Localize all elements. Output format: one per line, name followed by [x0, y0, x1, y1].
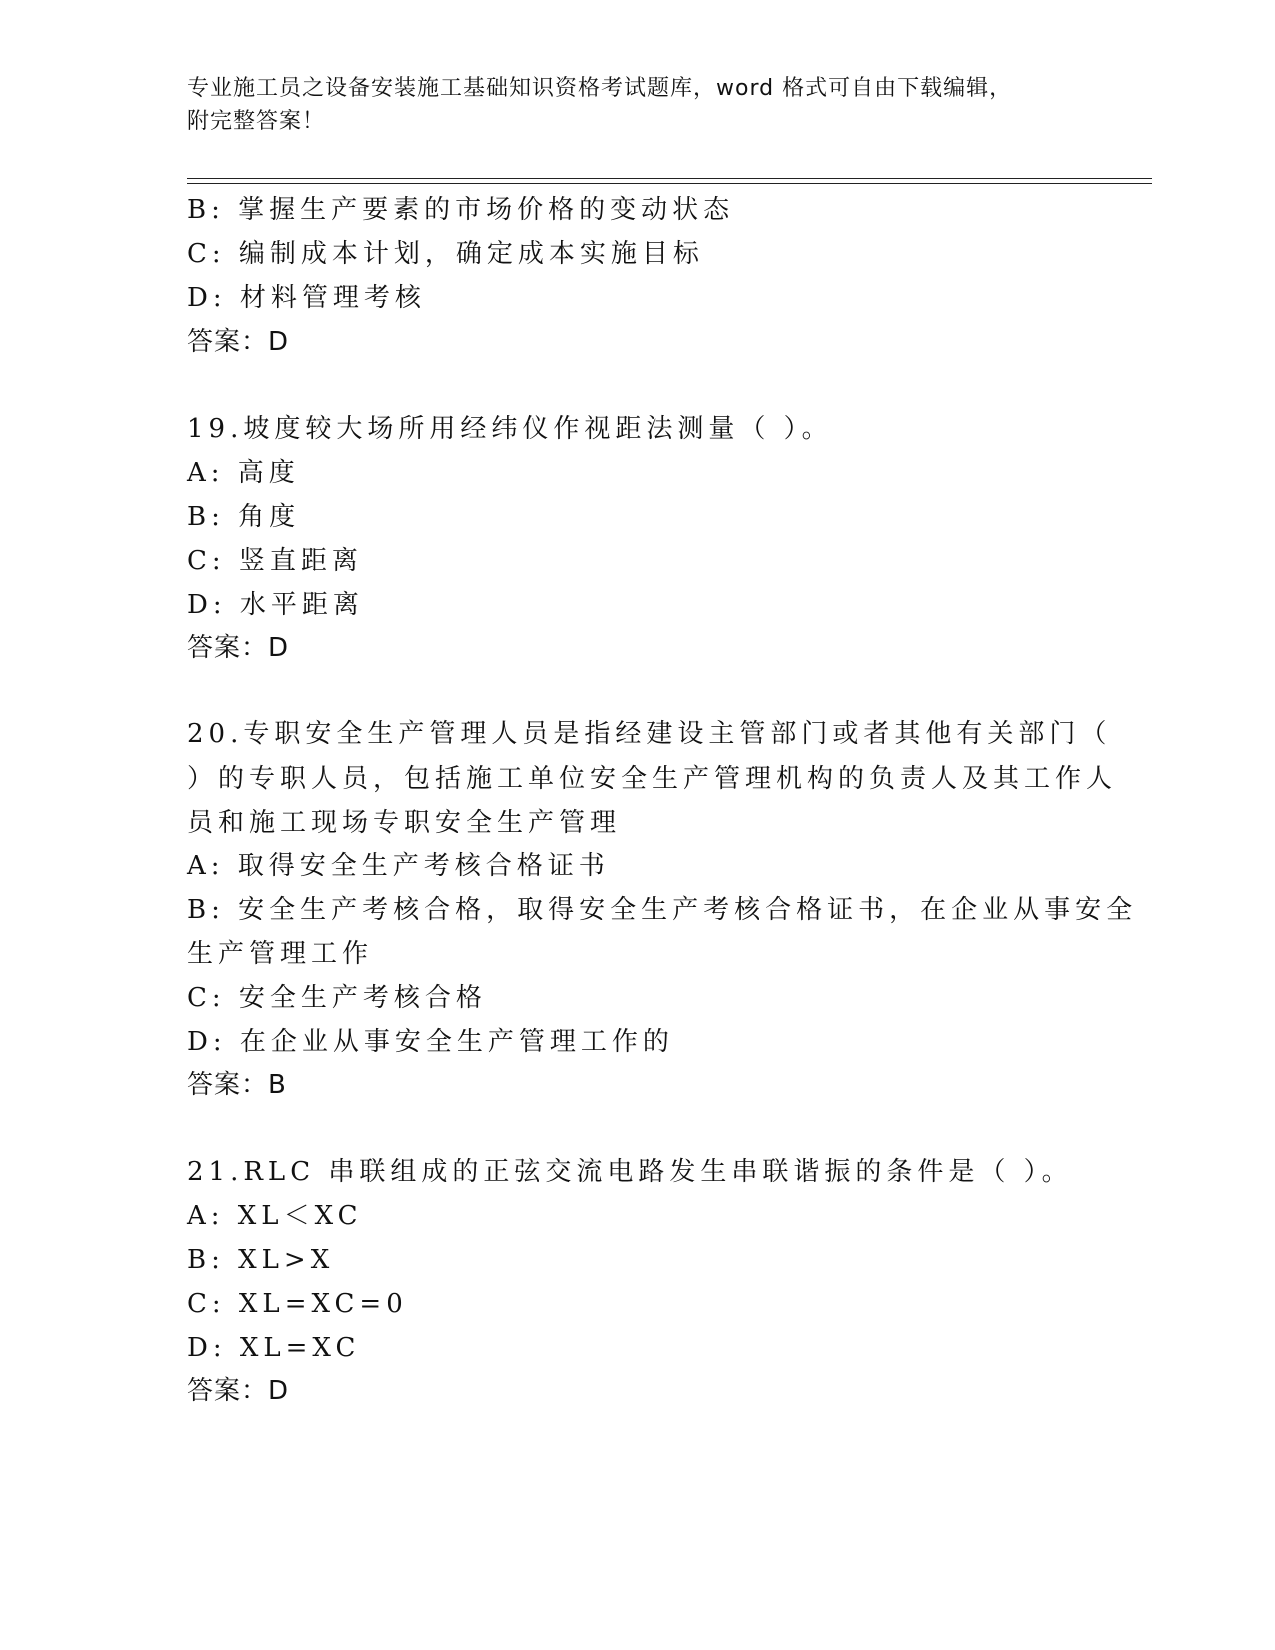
- header-line: 专业施工员之设备安装施工基础知识资格考试题库，word 格式可自由下载编辑，: [187, 76, 1013, 101]
- document-header: [187, 72, 1087, 138]
- q21-option-c: C: XL=XC=0: [187, 1289, 408, 1319]
- q19-answer: 答案：D: [187, 633, 290, 663]
- q18-option-b: B: 掌握生产要素的市场价格的变动状态: [187, 195, 735, 225]
- q20-question-line: 20.专职安全生产管理人员是指经建设主管部门或者其他有关部门（: [187, 719, 1112, 749]
- q20-option-c: C: 安全生产考核合格: [187, 983, 487, 1013]
- q18-option-d: D: 材料管理考核: [187, 283, 426, 313]
- q21-option-d: D: XL=XC: [187, 1333, 361, 1363]
- q20-option-b-line: 生产管理工作: [187, 939, 374, 969]
- q19-option-b: B: 角度: [187, 502, 301, 532]
- q21-question: 21.RLC 串联组成的正弦交流电路发生串联谐振的条件是（ ）。: [187, 1157, 1073, 1187]
- header-line: 附完整答案！: [187, 109, 326, 134]
- q20-option-b-line: B: 安全生产考核合格，取得安全生产考核合格证书，在企业从事安全: [187, 895, 1138, 925]
- header-divider: [187, 183, 1152, 184]
- header-divider: [187, 178, 1152, 179]
- q19-question: 19.坡度较大场所用经纬仪作视距法测量（ ）。: [187, 414, 833, 444]
- q21-option-b: B: XL>X: [187, 1245, 335, 1275]
- q20-option-a: A: 取得安全生产考核合格证书: [187, 851, 610, 881]
- q20-answer: 答案：B: [187, 1070, 287, 1100]
- q18-option-c: C: 编制成本计划，确定成本实施目标: [187, 239, 704, 269]
- q18-answer: 答案：D: [187, 327, 290, 357]
- q21-answer: 答案：D: [187, 1376, 290, 1406]
- q19-option-c: C: 竖直距离: [187, 546, 363, 576]
- q20-option-d: D: 在企业从事安全生产管理工作的: [187, 1027, 674, 1057]
- q19-option-d: D: 水平距离: [187, 590, 364, 620]
- q21-option-a: A: XL＜XC: [187, 1201, 363, 1231]
- q20-question-line: 员和施工现场专职安全生产管理: [187, 808, 622, 838]
- q20-question-line: ）的专职人员，包括施工单位安全生产管理机构的负责人及其工作人: [187, 764, 1118, 794]
- q19-option-a: A: 高度: [187, 458, 300, 488]
